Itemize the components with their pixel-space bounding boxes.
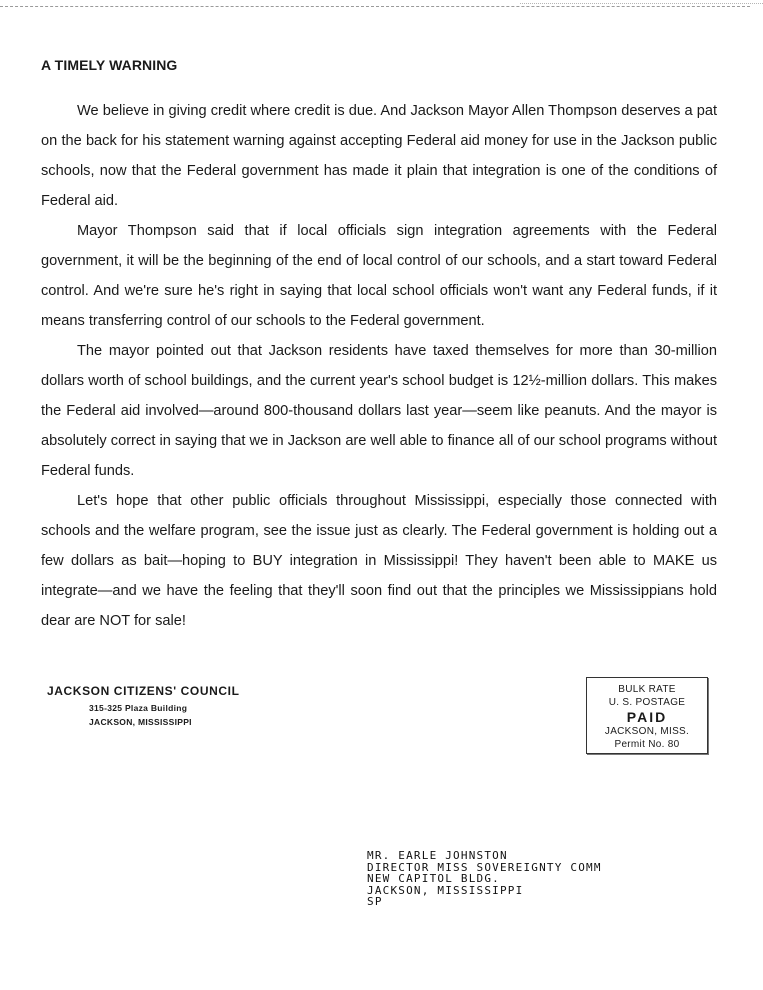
paragraph-2: Mayor Thompson said that if local officials sign integration agreements with the Federal government, it will be the beginning of the end of local control of our schools, and a start toward Federal control. And we're sure he's right in saying that local school officials won't want any Federal funds, if it means transferring control of our schools to the Federal government. bbox=[41, 223, 717, 329]
recipient-line-4: JACKSON, MISSISSIPPI bbox=[367, 883, 524, 897]
postage-indicia bbox=[586, 677, 708, 754]
recipient-line-5: SP bbox=[367, 895, 383, 908]
paragraph-1: We believe in giving credit where credit is due. And Jackson Mayor Allen Thompson deserves a pat on the back for his statement warning against accepting Federal aid money for use in the Jackson public schools, now that the Federal government has made it plain that integration is one of the conditions of Federal aid. bbox=[41, 103, 717, 209]
paragraph-3: The mayor pointed out that Jackson residents have taxed themselves for more than 30-million dollars worth of school buildings, and the current year's school budget is 12½-million dollars. This makes the Federal aid involved—around 800-thousand dollars last year—seem like peanuts. And the mayor is absolutely correct in saying that we in Jackson are well able to finance all of our school programs without Federal funds. bbox=[41, 343, 717, 479]
recipient-line-2: DIRECTOR MISS SOVEREIGNTY COMM bbox=[367, 860, 602, 874]
recipient-address bbox=[367, 850, 602, 908]
article-heading: A TIMELY WARNING bbox=[41, 57, 178, 73]
paragraph-4: Let's hope that other public officials throughout Mississippi, especially those connected with schools and the welfare program, see the issue just as clearly. The Federal government is holding out a few dollars as bait—hoping to BUY integration in Mississippi! They haven't been able to MAKE us integrate—and we have the feeling that they'll soon find out that the principles we Mississippians hold dear are NOT for sale! bbox=[41, 493, 717, 629]
postage-paid: PAID bbox=[626, 709, 668, 725]
postage-us-postage: U. S. POSTAGE bbox=[608, 696, 686, 708]
recipient-line-1: MR. EARLE JOHNSTON bbox=[367, 849, 508, 862]
sender-name: JACKSON CITIZENS' COUNCIL bbox=[47, 684, 240, 698]
sender-address-line-2: JACKSON, MISSISSIPPI bbox=[89, 717, 192, 727]
sender-address-line-1: 315-325 Plaza Building bbox=[89, 703, 188, 713]
perforation-line bbox=[0, 6, 750, 7]
postage-bulk-rate: BULK RATE bbox=[618, 684, 676, 695]
postage-city: JACKSON, MISS. bbox=[604, 726, 690, 737]
perforation-line-right bbox=[520, 3, 763, 4]
postage-permit: Permit No. 80 bbox=[614, 738, 680, 750]
recipient-line-3: NEW CAPITOL BLDG. bbox=[367, 872, 500, 885]
article-body bbox=[41, 96, 717, 636]
